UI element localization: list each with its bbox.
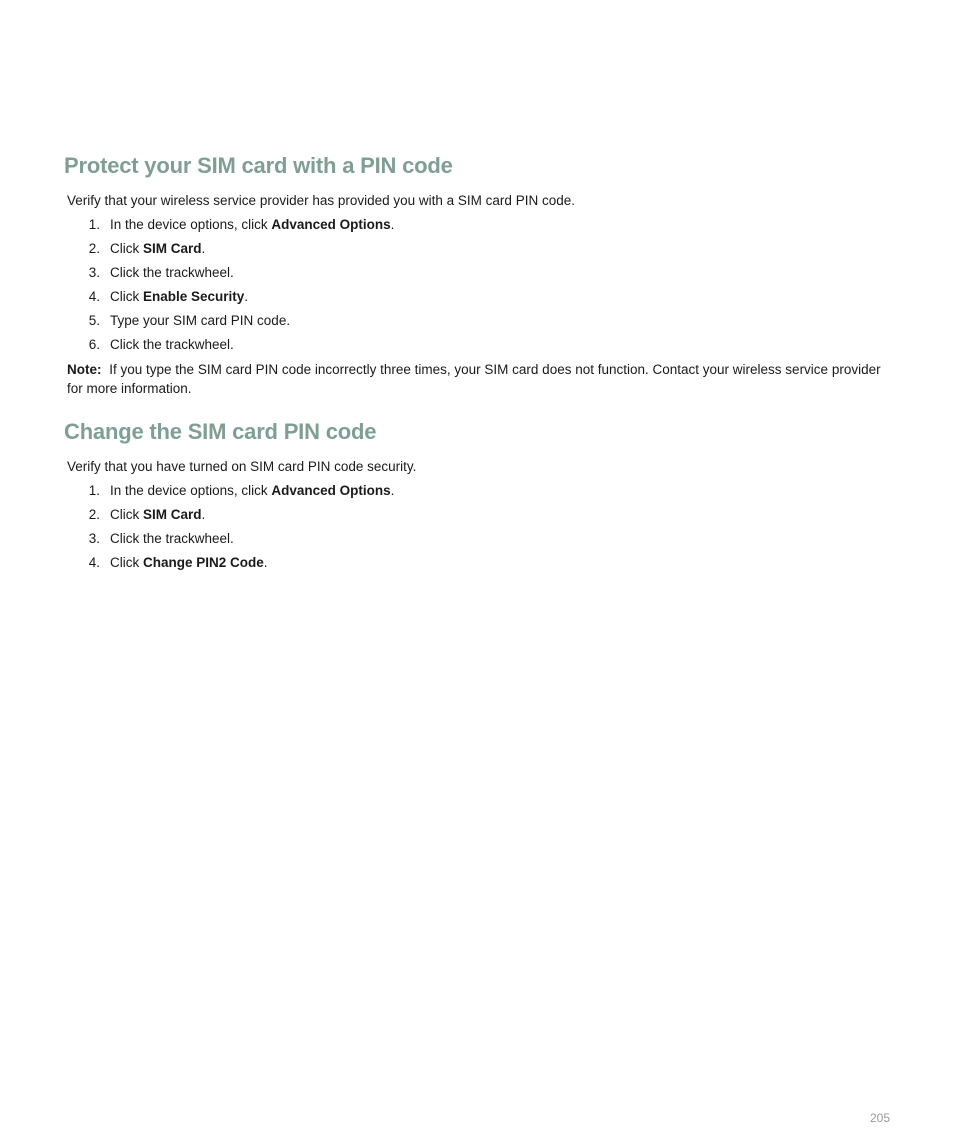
step-text: In the device options, click Advanced Options. [110, 217, 395, 232]
note-label: Note: [67, 362, 102, 377]
ui-term: Enable Security [143, 289, 245, 304]
step-text: Click SIM Card. [110, 241, 206, 256]
note-text: If you type the SIM card PIN code incorrectly three times, your SIM card does not function. Contact your wireless service provider for more information. [67, 362, 881, 396]
section-heading-change-pin: Change the SIM card PIN code [64, 419, 377, 444]
note-paragraph [67, 360, 897, 398]
list-item [0, 241, 954, 261]
ui-term: Advanced Options [271, 217, 391, 232]
list-item [0, 289, 954, 309]
step-text: Type your SIM card PIN code. [110, 313, 291, 328]
step-number: 2. [88, 507, 100, 522]
step-text: In the device options, click Advanced Options. [110, 483, 395, 498]
section-intro-protect-sim: Verify that your wireless service provider has provided you with a SIM card PIN code. [67, 193, 575, 208]
ui-term: SIM Card [143, 241, 202, 256]
list-item [0, 555, 954, 575]
list-item [0, 337, 954, 357]
list-item [0, 483, 954, 503]
step-text: Click the trackwheel. [110, 531, 234, 546]
list-item [0, 531, 954, 551]
step-number: 3. [88, 531, 100, 546]
ui-term: Advanced Options [271, 483, 391, 498]
step-text: Click Change PIN2 Code. [110, 555, 268, 570]
step-number: 6. [88, 337, 100, 352]
page-number: 205 [869, 1111, 890, 1125]
step-text: Click the trackwheel. [110, 265, 234, 280]
step-text: Click SIM Card. [110, 507, 206, 522]
ui-term: SIM Card [143, 507, 202, 522]
step-text: Click Enable Security. [110, 289, 249, 304]
ui-term: Change PIN2 Code [143, 555, 264, 570]
list-item [0, 217, 954, 237]
section-heading-protect-sim: Protect your SIM card with a PIN code [64, 153, 453, 178]
step-number: 3. [88, 265, 100, 280]
step-number: 1. [88, 483, 100, 498]
list-item [0, 507, 954, 527]
step-number: 1. [88, 217, 100, 232]
step-text: Click the trackwheel. [110, 337, 234, 352]
list-item [0, 313, 954, 333]
step-number: 5. [88, 313, 100, 328]
section-intro-change-pin: Verify that you have turned on SIM card PIN code security. [67, 459, 417, 474]
step-number: 2. [88, 241, 100, 256]
step-number: 4. [88, 555, 100, 570]
step-number: 4. [88, 289, 100, 304]
list-item [0, 265, 954, 285]
